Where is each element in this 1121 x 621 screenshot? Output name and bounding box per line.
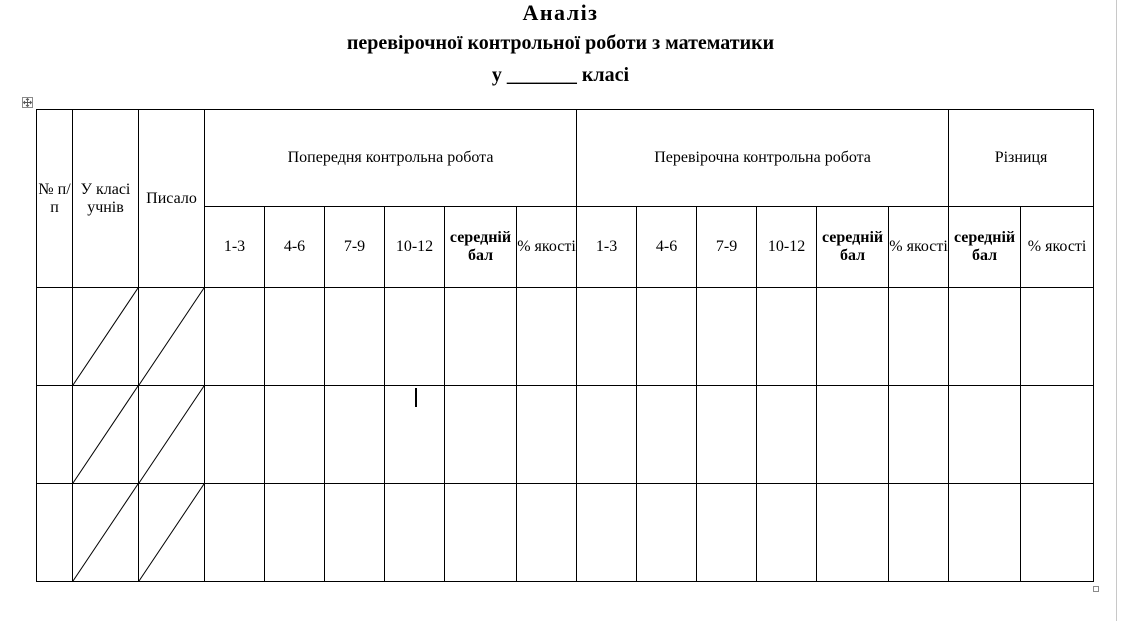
table-cell[interactable] xyxy=(637,484,697,582)
table-cell[interactable] xyxy=(265,484,325,582)
table-cell[interactable] xyxy=(325,484,385,582)
header-class-students: У класі учнів xyxy=(73,110,139,288)
sub-quality: % якості xyxy=(1021,207,1094,288)
table-cell[interactable] xyxy=(817,386,889,484)
table-cell[interactable] xyxy=(577,386,637,484)
diagonal-slash xyxy=(139,484,204,581)
sub-quality: % якості xyxy=(517,207,577,288)
table-cell[interactable] xyxy=(517,386,577,484)
table-cell[interactable] xyxy=(1021,386,1094,484)
table-cell[interactable] xyxy=(817,288,889,386)
table-cell[interactable] xyxy=(949,386,1021,484)
table-cell[interactable] xyxy=(445,386,517,484)
sub-average: середній бал xyxy=(949,207,1021,288)
table-cell[interactable] xyxy=(637,288,697,386)
table-cell[interactable] xyxy=(697,288,757,386)
page-edge-line xyxy=(1116,0,1117,621)
diagonal-slash xyxy=(73,386,138,483)
table-cell[interactable] xyxy=(385,484,445,582)
table-cell[interactable] xyxy=(517,288,577,386)
table-move-icon[interactable] xyxy=(22,97,33,108)
table-cell[interactable] xyxy=(445,484,517,582)
table-cell[interactable] xyxy=(889,288,949,386)
sub-quality: % якості xyxy=(889,207,949,288)
table-cell[interactable] xyxy=(37,484,73,582)
table-cell[interactable] xyxy=(817,484,889,582)
table-row xyxy=(37,484,1094,582)
table-cell[interactable] xyxy=(1021,288,1094,386)
diagonal-cell[interactable] xyxy=(73,386,139,484)
diagonal-cell[interactable] xyxy=(139,386,205,484)
sub-average: середній бал xyxy=(817,207,889,288)
table-resize-icon[interactable] xyxy=(1093,586,1099,592)
table-cell[interactable] xyxy=(697,484,757,582)
sub-range: 1-3 xyxy=(577,207,637,288)
diagonal-slash xyxy=(73,288,138,385)
doc-class-line: у _______ класі xyxy=(491,64,630,86)
table-cell[interactable] xyxy=(325,386,385,484)
table-cell[interactable] xyxy=(637,386,697,484)
header-check-test: Перевірочна контрольна робота xyxy=(577,110,949,207)
header-num: № п/п xyxy=(37,110,73,288)
table-cell[interactable] xyxy=(1021,484,1094,582)
table-cell[interactable] xyxy=(949,288,1021,386)
table-cell[interactable] xyxy=(757,484,817,582)
table-cell[interactable] xyxy=(205,288,265,386)
sub-average: середній бал xyxy=(445,207,517,288)
header-wrote: Писало xyxy=(139,110,205,288)
sub-range: 4-6 xyxy=(265,207,325,288)
sub-range: 10-12 xyxy=(757,207,817,288)
diagonal-cell[interactable] xyxy=(139,484,205,582)
table-cell[interactable] xyxy=(577,288,637,386)
diagonal-slash xyxy=(73,484,138,581)
header-previous-test: Попередня контрольна робота xyxy=(205,110,577,207)
table-cell[interactable] xyxy=(757,288,817,386)
table-cell[interactable] xyxy=(889,386,949,484)
table-cell[interactable] xyxy=(757,386,817,484)
sub-range: 1-3 xyxy=(205,207,265,288)
sub-range: 4-6 xyxy=(637,207,697,288)
table-cell[interactable] xyxy=(697,386,757,484)
table-cell[interactable] xyxy=(445,288,517,386)
doc-subtitle: перевірочної контрольної роботи з математики xyxy=(346,32,775,54)
table-cell[interactable] xyxy=(265,386,325,484)
doc-title: Аналіз xyxy=(522,0,599,25)
diagonal-slash xyxy=(139,386,204,483)
table-cell[interactable] xyxy=(37,386,73,484)
diagonal-cell[interactable] xyxy=(73,288,139,386)
header-difference: Різниця xyxy=(949,110,1094,207)
table-cell[interactable] xyxy=(517,484,577,582)
table-row xyxy=(37,288,1094,386)
analysis-table xyxy=(36,109,1094,582)
table-cell[interactable] xyxy=(37,288,73,386)
header-row-1 xyxy=(37,110,1094,207)
table-cell[interactable] xyxy=(265,288,325,386)
table-cell[interactable] xyxy=(889,484,949,582)
sub-range: 10-12 xyxy=(385,207,445,288)
table-cell[interactable] xyxy=(205,484,265,582)
diagonal-cell[interactable] xyxy=(73,484,139,582)
table-cell[interactable] xyxy=(577,484,637,582)
table-cell[interactable] xyxy=(325,288,385,386)
text-cursor xyxy=(415,388,417,407)
diagonal-slash xyxy=(139,288,204,385)
diagonal-cell[interactable] xyxy=(139,288,205,386)
table-cell[interactable] xyxy=(385,288,445,386)
table-row xyxy=(37,386,1094,484)
table-cell[interactable] xyxy=(205,386,265,484)
sub-range: 7-9 xyxy=(697,207,757,288)
sub-range: 7-9 xyxy=(325,207,385,288)
table-cell[interactable] xyxy=(949,484,1021,582)
